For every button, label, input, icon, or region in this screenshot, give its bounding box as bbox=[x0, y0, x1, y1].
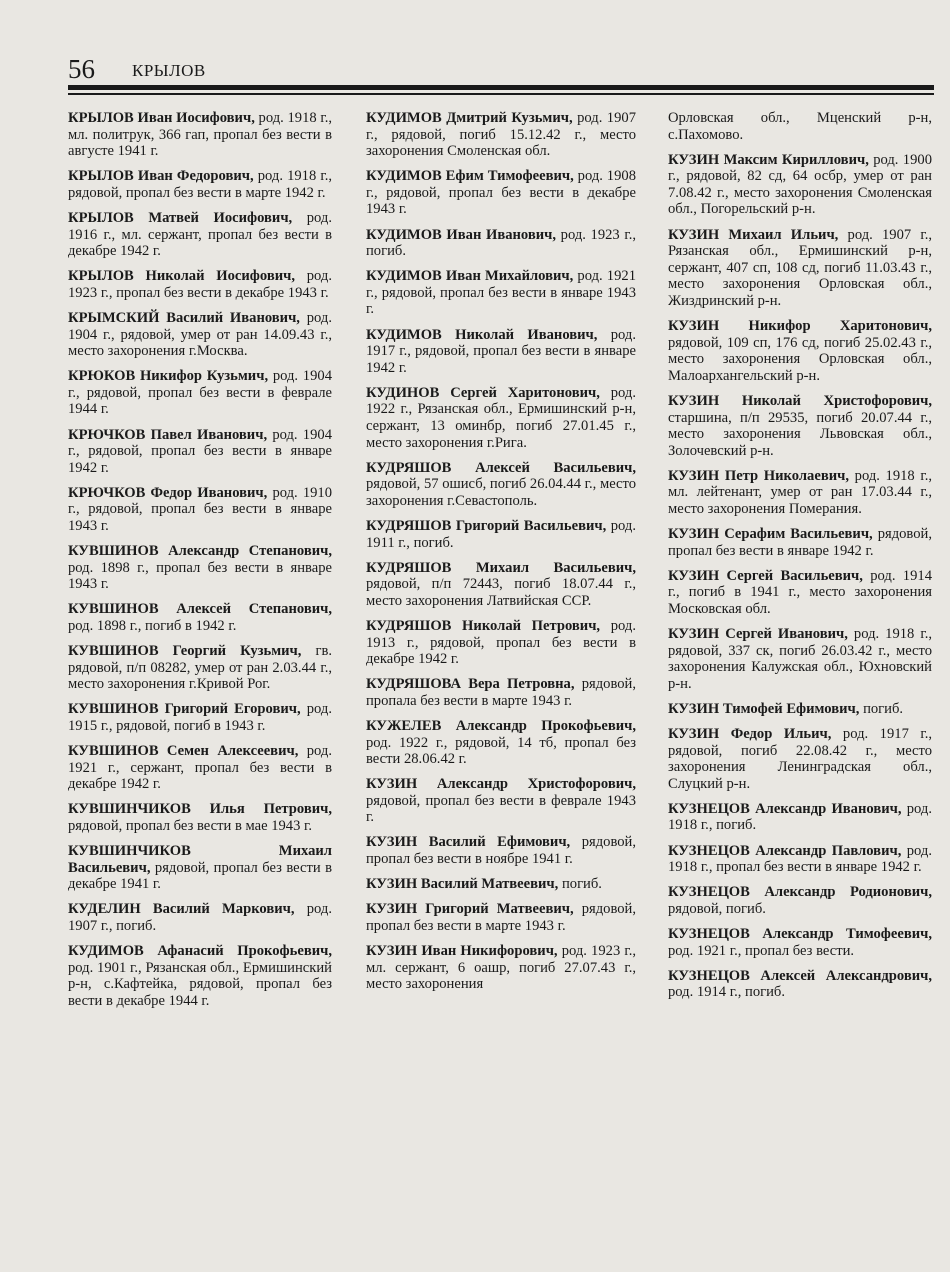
entry-text: рядовой, пропал без вести в январе 1942 г. bbox=[668, 526, 932, 559]
entry-name: КРЮЧКОВ Федор Иванович, bbox=[68, 484, 268, 501]
entry-name: КУВШИНЧИКОВ Илья Петрович, bbox=[68, 801, 332, 818]
entry-name: КРЫЛОВ Матвей Иосифович, bbox=[68, 209, 293, 226]
entry-name: КУВШИНЧИКОВ Михаил Васильевич, bbox=[68, 842, 332, 876]
entry-text: род. 1904 г., рядовой, пропал без вести в феврале 1944 г. bbox=[68, 368, 332, 418]
entry-text: род. 1901 г., Рязанская обл., Ермишинский р-н, с.Кафтейка, рядовой, пропал без вести в декабре 1944 г. bbox=[68, 959, 332, 1009]
entry-text: род. 1907 г., Рязанская обл., Ермишинский р-н, сержант, 407 сп, 108 сд, погиб 11.03.43 г., место захоронения Орловская обл., Жиздринский р-н. bbox=[668, 226, 933, 309]
entry bbox=[68, 543, 332, 593]
entry bbox=[68, 485, 332, 535]
entry bbox=[68, 901, 332, 934]
entry bbox=[668, 701, 932, 718]
entry-name: КУДЕЛИН Василий Маркович, bbox=[68, 901, 295, 918]
entry-text: род. 1917 г., рядовой, пропал без вести в январе 1942 г. bbox=[366, 326, 636, 376]
entry bbox=[366, 876, 636, 893]
entry-text: погиб. bbox=[859, 700, 904, 717]
entry bbox=[668, 843, 932, 876]
entry bbox=[68, 801, 332, 834]
entry-text: рядовой, пропал без вести в ноябре 1941 г. bbox=[366, 834, 636, 868]
entry-text: род. 1921 г., рядовой, пропал без вести в январе 1943 г. bbox=[366, 268, 636, 318]
entry bbox=[668, 393, 932, 459]
entry bbox=[68, 943, 332, 1009]
entry-name: КУВШИНОВ Александр Степанович, bbox=[68, 543, 332, 560]
entry bbox=[68, 601, 332, 634]
running-head: КРЫЛОВ bbox=[132, 61, 206, 80]
entry bbox=[668, 318, 932, 384]
entry-text: род. 1904 г., рядовой, пропал без вести в январе 1942 г. bbox=[68, 426, 332, 476]
entry-name: КУДРЯШОВ Михаил Васильевич, bbox=[366, 559, 636, 576]
entry bbox=[668, 801, 932, 834]
entry-name: КУЗИН Николай Христофорович, bbox=[668, 392, 932, 409]
entry-name: КУДИМОВ Иван Михайлович, bbox=[366, 268, 574, 285]
entry bbox=[366, 385, 636, 451]
entry bbox=[68, 843, 332, 893]
entry-text: род. 1918 г., мл. лейтенант, умер от ран 17.03.44 г., место захоронения Померания. bbox=[668, 467, 933, 517]
entry-name: КУЗИН Григорий Матвеевич, bbox=[366, 901, 574, 918]
entry-text: род. 1918 г., погиб. bbox=[668, 800, 932, 834]
entry-text: род. 1918 г., рядовой, пропал без вести в марте 1942 г. bbox=[68, 168, 332, 201]
entry-text: род. 1921 г., сержант, пропал без вести в декабре 1942 г. bbox=[68, 743, 332, 793]
entry-name: КУЗИН Максим Кириллович, bbox=[668, 151, 869, 168]
entry bbox=[68, 268, 332, 301]
entry-name: КУДИМОВ Афанасий Прокофьевич, bbox=[68, 942, 332, 959]
entry-name: КРЮКОВ Никифор Кузьмич, bbox=[68, 368, 269, 385]
entry bbox=[68, 368, 332, 418]
entry-name: КУЗНЕЦОВ Александр Тимофеевич, bbox=[668, 925, 932, 942]
entry-name: КУЗИН Иван Никифорович, bbox=[366, 942, 558, 959]
entry bbox=[366, 676, 636, 709]
entry-text: род. 1907 г., рядовой, погиб 15.12.42 г., место захоронения Смоленская обл. bbox=[366, 110, 636, 160]
entry-text: рядовой, погиб. bbox=[668, 900, 766, 917]
entry-text: род. 1922 г., Рязанская обл., Ермишинский р-н, сержант, 13 оминбр, погиб 27.01.45 г., место захоронения г.Рига. bbox=[366, 384, 636, 451]
entry-text: род. 1917 г., рядовой, погиб 22.08.42 г., место захоронения Ленинградская обл., Слуцкий р-н. bbox=[668, 726, 933, 792]
entry-name: КУЗИН Сергей Иванович, bbox=[668, 626, 848, 643]
entry-name: КУДРЯШОВА Вера Петровна, bbox=[366, 676, 575, 693]
entry-text: род. 1921 г., пропал без вести. bbox=[668, 942, 855, 959]
entry bbox=[668, 568, 932, 618]
entry-name: КУЖЕЛЕВ Александр Прокофьевич, bbox=[366, 717, 636, 734]
entry-name: КУЗНЕЦОВ Александр Родионович, bbox=[668, 884, 932, 901]
entry-text: род. 1918 г., пропал без вести в январе 1942 г. bbox=[668, 842, 932, 876]
entry-text: род. 1907 г., погиб. bbox=[68, 901, 332, 934]
entry bbox=[668, 884, 932, 917]
entry-name: КУЗИН Тимофей Ефимович, bbox=[668, 700, 860, 717]
entry-name: КРЫМСКИЙ Василий Иванович, bbox=[68, 309, 300, 326]
entry-name: КУЗИН Федор Ильич, bbox=[668, 726, 832, 742]
entry bbox=[366, 227, 636, 260]
entry bbox=[68, 743, 332, 793]
column-3 bbox=[668, 110, 932, 1009]
entry-text: рядовой, пропал без вести в феврале 1943 г. bbox=[366, 792, 636, 826]
entry bbox=[668, 926, 932, 959]
entry-continuation: Орловская обл., Мценский р-н, с.Пахомово. bbox=[668, 110, 932, 143]
column-2 bbox=[366, 110, 636, 1001]
entry bbox=[366, 718, 636, 768]
entry-name: КУЗИН Василий Ефимович, bbox=[366, 834, 571, 851]
entry bbox=[668, 468, 932, 518]
entry bbox=[668, 526, 932, 559]
entry bbox=[68, 427, 332, 477]
entry-text: род. 1916 г., мл. сержант, пропал без вести в декабре 1942 г. bbox=[68, 209, 332, 260]
entry bbox=[366, 943, 636, 993]
entry-name: КУЗИН Сергей Васильевич, bbox=[668, 567, 863, 584]
entry-name: КУВШИНОВ Семен Алексеевич, bbox=[68, 743, 299, 759]
entry bbox=[668, 968, 932, 1001]
entry-text: старшина, п/п 29535, погиб 20.07.44 г., место захоронения Львовская обл., Золочевский р-н. bbox=[668, 409, 932, 459]
entry-text: род. 1904 г., рядовой, умер от ран 14.09.43 г., место захоронения г.Москва. bbox=[68, 309, 332, 360]
entry-text: род. 1898 г., пропал без вести в январе 1943 г. bbox=[68, 559, 332, 593]
entry-name: КУЗНЕЦОВ Александр Иванович, bbox=[668, 800, 902, 817]
entry-text: рядовой, пропал без вести в декабре 1941 г. bbox=[68, 859, 332, 893]
entry bbox=[366, 268, 636, 318]
entry bbox=[68, 210, 332, 260]
entry bbox=[668, 227, 932, 310]
entry-text: род. 1923 г., мл. сержант, 6 оашр, погиб 27.07.43 г., место захоронения bbox=[366, 942, 636, 993]
entry-name: КУВШИНОВ Алексей Степанович, bbox=[68, 601, 332, 618]
entry bbox=[668, 626, 932, 692]
header-rule-thin bbox=[68, 93, 934, 95]
entry-text: рядовой, 57 ошисб, погиб 26.04.44 г., место захоронения г.Севастополь. bbox=[366, 476, 636, 509]
entry-text: род. 1911 г., погиб. bbox=[366, 517, 636, 551]
entry-name: КУДИМОВ Дмитрий Кузьмич, bbox=[366, 110, 573, 126]
entry-text: род. 1923 г., пропал без вести в декабре 1943 г. bbox=[68, 268, 332, 301]
entry-text: рядовой, пропал без вести в марте 1943 г. bbox=[366, 901, 636, 934]
entry-text: род. 1910 г., рядовой, пропал без вести в январе 1943 г. bbox=[68, 484, 333, 534]
entry-text: род. 1918 г., рядовой, 337 ск, погиб 26.03.42 г., место захоронения Калужская обл., Юхновский р-н. bbox=[668, 626, 932, 692]
entry-text: рядовой, п/п 72443, погиб 18.07.44 г., место захоронения Латвийская ССР. bbox=[366, 576, 636, 609]
entry-text: род. 1922 г., рядовой, 14 тб, пропал без вести 28.06.42 г. bbox=[366, 734, 636, 768]
entry-name: КУДИМОВ Иван Иванович, bbox=[366, 226, 557, 243]
entry bbox=[68, 701, 332, 734]
entry-name: КУДИМОВ Николай Иванович, bbox=[366, 326, 598, 343]
entry-name: КРЫЛОВ Иван Федорович, bbox=[68, 168, 254, 185]
entry bbox=[366, 327, 636, 377]
entry bbox=[668, 726, 932, 792]
entry-name: КУЗИН Никифор Харитонович, bbox=[668, 318, 932, 335]
entry bbox=[366, 168, 636, 218]
entry-name: КРЮЧКОВ Павел Иванович, bbox=[68, 426, 268, 443]
entry bbox=[366, 560, 636, 610]
entry-name: КУДРЯШОВ Григорий Васильевич, bbox=[366, 517, 607, 534]
entry-text: рядовой, пропал без вести в мае 1943 г. bbox=[68, 817, 313, 834]
entry-text: рядовой, пропала без вести в марте 1943 г. bbox=[366, 676, 636, 709]
entry bbox=[366, 460, 636, 510]
entry-name: КУЗИН Василий Матвеевич, bbox=[366, 876, 559, 893]
column-1 bbox=[68, 110, 332, 1018]
entry-name: КУДИМОВ Ефим Тимофеевич, bbox=[366, 168, 574, 185]
entry bbox=[68, 643, 332, 693]
entry bbox=[366, 618, 636, 668]
entry-text: род. 1923 г., погиб. bbox=[366, 226, 636, 260]
entry bbox=[366, 834, 636, 867]
entry-text: гв. рядовой, п/п 08282, умер от ран 2.03.44 г., место захоронения г.Кривой Рог. bbox=[68, 643, 332, 693]
page-number: 56 bbox=[68, 54, 95, 84]
entry-name: КУДРЯШОВ Алексей Васильевич, bbox=[366, 459, 636, 476]
entry bbox=[68, 168, 332, 201]
entry-text: род. 1914 г., погиб в 1941 г., место захоронения Московская обл. bbox=[668, 567, 932, 617]
page-header bbox=[68, 54, 934, 84]
entry-text: род. 1914 г., погиб. bbox=[668, 984, 785, 1001]
header-rule-thick bbox=[68, 85, 934, 90]
entry-name: КУЗИН Серафим Васильевич, bbox=[668, 526, 873, 543]
entry-name: КУДРЯШОВ Николай Петрович, bbox=[366, 617, 601, 634]
entry-text: рядовой, 109 сп, 176 сд, погиб 25.02.43 г., место захоронения Орловская обл., Малоархангельский р-н. bbox=[668, 334, 932, 384]
entry-text: погиб. bbox=[558, 876, 602, 893]
entry bbox=[668, 152, 932, 218]
entry-text: род. 1915 г., рядовой, погиб в 1943 г. bbox=[68, 701, 332, 734]
entry-name: КУВШИНОВ Георгий Кузьмич, bbox=[68, 643, 302, 660]
entry bbox=[366, 901, 636, 934]
entry-name: КУЗНЕЦОВ Александр Павлович, bbox=[668, 842, 902, 859]
entry-name: КУЗИН Александр Христофорович, bbox=[366, 776, 636, 793]
entry bbox=[366, 518, 636, 551]
entry-name: КУДИНОВ Сергей Харитонович, bbox=[366, 384, 600, 401]
entry-name: КУЗНЕЦОВ Алексей Александрович, bbox=[668, 967, 932, 984]
entry-text: род. 1908 г., рядовой, пропал без вести в декабре 1943 г. bbox=[366, 168, 636, 218]
entry-text: род. 1900 г., рядовой, 82 сд, 64 осбр, умер от ран 7.08.42 г., место захоронения Смоленская обл., Погорельский р-н. bbox=[668, 151, 932, 218]
entry bbox=[366, 776, 636, 826]
entry-name: КУЗИН Петр Николаевич, bbox=[668, 467, 850, 484]
entry-text: род. 1918 г., мл. политрук, 366 гап, пропал без вести в августе 1941 г. bbox=[68, 110, 332, 160]
entry-name: КРЫЛОВ Иван Иосифович, bbox=[68, 110, 255, 126]
entry-name: КУВШИНОВ Григорий Егорович, bbox=[68, 701, 301, 718]
entry bbox=[68, 110, 332, 160]
entry bbox=[68, 310, 332, 360]
entry-name: КРЫЛОВ Николай Иосифович, bbox=[68, 268, 295, 285]
entry-text: род. 1898 г., погиб в 1942 г. bbox=[68, 617, 237, 634]
entry-name: КУЗИН Михаил Ильич, bbox=[668, 226, 839, 243]
entry-text: род. 1913 г., рядовой, пропал без вести в декабре 1942 г. bbox=[366, 617, 636, 668]
entry bbox=[366, 110, 636, 160]
